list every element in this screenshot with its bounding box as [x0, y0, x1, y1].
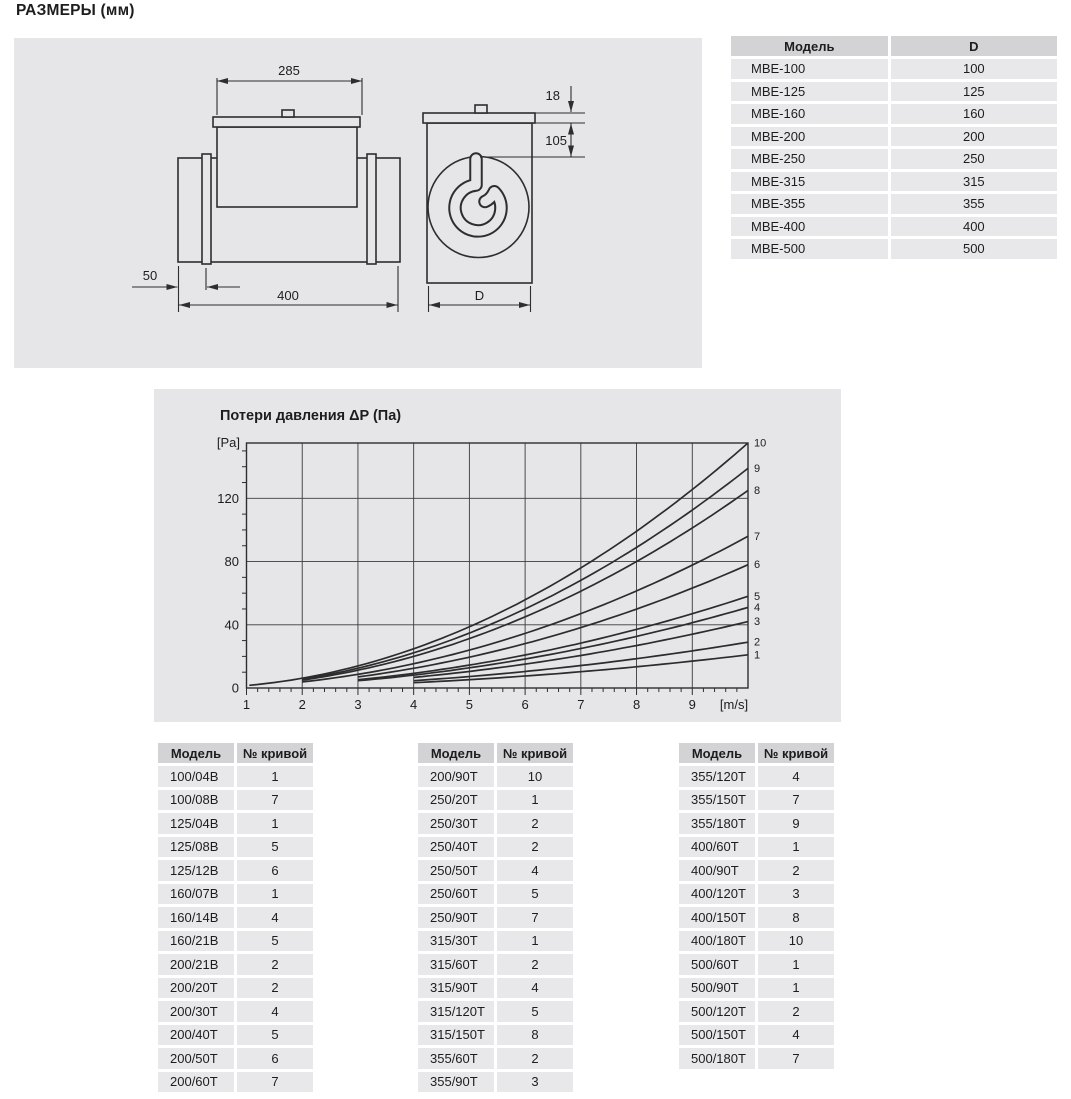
value-cell: 125 — [891, 82, 1057, 102]
model-cell: 355/90Т — [418, 1072, 494, 1093]
value-cell: 10 — [497, 766, 573, 787]
table-row — [731, 239, 1057, 259]
terminal-box — [217, 127, 357, 207]
table-row — [418, 1001, 573, 1022]
model-cell: МВЕ-500 — [731, 239, 888, 259]
table-row — [418, 954, 573, 975]
value-cell: 5 — [497, 1001, 573, 1022]
curve-label-8: 8 — [754, 484, 761, 497]
table-row — [731, 59, 1057, 79]
header-row — [731, 36, 1057, 56]
table-row — [418, 978, 573, 999]
dim-lid-height: 18 — [545, 88, 560, 103]
table-row — [418, 931, 573, 952]
model-cell: 500/180Т — [679, 1048, 755, 1069]
curve-label-5: 5 — [754, 590, 761, 603]
model-cell: 355/60Т — [418, 1048, 494, 1069]
value-cell: 160 — [891, 104, 1057, 124]
curve-table-3-wrap — [676, 740, 837, 1072]
table-row — [418, 907, 573, 928]
column-header-0: Модель — [731, 36, 888, 56]
value-cell: 2 — [237, 954, 313, 975]
value-cell: 200 — [891, 127, 1057, 147]
curve-number-table-2 — [415, 740, 576, 1095]
pressure-loss-chart — [154, 389, 841, 722]
model-cell: МВЕ-160 — [731, 104, 888, 124]
value-cell: 7 — [237, 790, 313, 811]
chart-title: Потери давления ΔP (Па) — [220, 408, 402, 424]
y-tick-label: 40 — [224, 617, 239, 633]
value-cell: 1 — [497, 790, 573, 811]
curve-label-10: 10 — [754, 437, 767, 450]
column-header-0: Модель — [679, 743, 755, 763]
table-row — [731, 172, 1057, 192]
model-cell: 250/30Т — [418, 813, 494, 834]
model-cell: 125/08В — [158, 837, 234, 858]
curve-label-6: 6 — [754, 559, 761, 572]
table-row — [679, 860, 834, 881]
model-cell: 200/30Т — [158, 1001, 234, 1022]
model-cell: 160/07В — [158, 884, 234, 905]
model-cell: 400/120Т — [679, 884, 755, 905]
model-cell: 355/180Т — [679, 813, 755, 834]
model-cell: 315/150Т — [418, 1025, 494, 1046]
curve-label-1: 1 — [754, 649, 761, 662]
model-cell: 250/50Т — [418, 860, 494, 881]
model-cell: 200/50Т — [158, 1048, 234, 1069]
value-cell: 3 — [497, 1072, 573, 1093]
value-cell: 5 — [237, 837, 313, 858]
table-row — [731, 82, 1057, 102]
dim-top-width: 285 — [278, 63, 300, 78]
model-cell: МВЕ-250 — [731, 149, 888, 169]
terminal-box-lid — [213, 117, 360, 127]
table-row — [731, 217, 1057, 237]
model-cell: 250/20Т — [418, 790, 494, 811]
dim-body-length: 400 — [277, 288, 299, 303]
model-cell: 355/120Т — [679, 766, 755, 787]
column-header-0: Модель — [158, 743, 234, 763]
pressure-loss-chart-panel — [154, 389, 841, 722]
dim-box-height: 105 — [545, 133, 567, 148]
x-tick-label: 8 — [632, 697, 641, 712]
table-row — [418, 813, 573, 834]
value-cell: 2 — [497, 1048, 573, 1069]
table-row — [158, 907, 313, 928]
model-cell: 200/40Т — [158, 1025, 234, 1046]
flange-left — [202, 154, 211, 264]
table-row — [158, 931, 313, 952]
value-cell: 2 — [497, 837, 573, 858]
value-cell: 4 — [758, 766, 834, 787]
value-cell: 7 — [237, 1072, 313, 1093]
table-row — [679, 790, 834, 811]
table-row — [731, 104, 1057, 124]
model-cell: 400/180Т — [679, 931, 755, 952]
value-cell: 1 — [237, 813, 313, 834]
model-cell: МВЕ-125 — [731, 82, 888, 102]
model-cell: 315/30Т — [418, 931, 494, 952]
table-row — [679, 978, 834, 999]
model-cell: 125/04В — [158, 813, 234, 834]
table-row — [418, 860, 573, 881]
chart-content — [217, 438, 766, 713]
value-cell: 2 — [497, 954, 573, 975]
value-cell: 5 — [237, 931, 313, 952]
table-row — [158, 954, 313, 975]
curve-table-1-wrap — [155, 740, 316, 1095]
model-cell: 400/150Т — [679, 907, 755, 928]
x-tick-label: 4 — [410, 697, 418, 712]
table-row — [731, 127, 1057, 147]
curve-label-3: 3 — [754, 616, 761, 629]
value-cell: 8 — [497, 1025, 573, 1046]
model-cell: 250/40Т — [418, 837, 494, 858]
end-view — [423, 105, 535, 283]
curve-10 — [249, 443, 748, 685]
value-cell: 1 — [758, 954, 834, 975]
model-cell: 400/60Т — [679, 837, 755, 858]
model-cell: 500/60Т — [679, 954, 755, 975]
model-cell: 160/21В — [158, 931, 234, 952]
y-axis-unit-label: [Pa] — [216, 435, 240, 450]
value-cell: 7 — [758, 790, 834, 811]
model-cell: 315/60Т — [418, 954, 494, 975]
model-cell: 500/120Т — [679, 1001, 755, 1022]
end-lid — [423, 113, 535, 123]
table-row — [158, 1048, 313, 1069]
column-header-1: № кривой — [758, 743, 834, 763]
dimensions-drawing — [14, 38, 702, 368]
table-row — [679, 813, 834, 834]
model-cell: МВЕ-200 — [731, 127, 888, 147]
y-tick-label: 0 — [231, 680, 239, 696]
x-tick-label: 3 — [354, 697, 362, 712]
table-row — [418, 790, 573, 811]
value-cell: 1 — [237, 766, 313, 787]
value-cell: 10 — [758, 931, 834, 952]
value-cell: 400 — [891, 217, 1057, 237]
curve-label-2: 2 — [754, 636, 761, 649]
model-cell: МВЕ-355 — [731, 194, 888, 214]
model-cell: МВЕ-100 — [731, 59, 888, 79]
value-cell: 500 — [891, 239, 1057, 259]
table-row — [158, 884, 313, 905]
table-row — [158, 978, 313, 999]
table-row — [418, 884, 573, 905]
model-cell: 200/90Т — [418, 766, 494, 787]
model-cell: 200/21В — [158, 954, 234, 975]
x-tick-label: 1 — [242, 697, 251, 712]
model-diameter-table — [728, 33, 1060, 262]
model-cell: 160/14В — [158, 907, 234, 928]
table-row — [679, 837, 834, 858]
table-row — [418, 1025, 573, 1046]
x-tick-label: 7 — [577, 697, 585, 712]
model-cell: 315/90Т — [418, 978, 494, 999]
table-row — [158, 1001, 313, 1022]
table-row — [158, 790, 313, 811]
model-cell: МВЕ-315 — [731, 172, 888, 192]
curve-number-table-1 — [155, 740, 316, 1095]
model-cell: 315/120Т — [418, 1001, 494, 1022]
header-row — [158, 743, 313, 763]
value-cell: 2 — [758, 1001, 834, 1022]
table-row — [158, 813, 313, 834]
y-tick-label: 80 — [224, 554, 239, 570]
dim-flange-offset: 50 — [142, 268, 158, 283]
x-tick-label: 6 — [521, 697, 529, 712]
table-row — [158, 1025, 313, 1046]
value-cell: 250 — [891, 149, 1057, 169]
dimensions-drawing-panel — [14, 38, 702, 368]
table-row — [418, 1048, 573, 1069]
table-row — [679, 1048, 834, 1069]
table-row — [679, 1001, 834, 1022]
model-cell: 100/04В — [158, 766, 234, 787]
value-cell: 9 — [758, 813, 834, 834]
model-cell: 100/08В — [158, 790, 234, 811]
table-row — [158, 1072, 313, 1093]
value-cell: 2 — [237, 978, 313, 999]
table-row — [158, 860, 313, 881]
table-row — [679, 907, 834, 928]
value-cell: 100 — [891, 59, 1057, 79]
table-row — [418, 837, 573, 858]
model-diameter-table-wrap — [728, 33, 1060, 262]
value-cell: 4 — [497, 860, 573, 881]
y-tick-label: 120 — [217, 490, 239, 506]
x-tick-label: 9 — [688, 697, 696, 712]
table-row — [679, 766, 834, 787]
value-cell: 315 — [891, 172, 1057, 192]
curve-table-2-wrap — [415, 740, 576, 1095]
value-cell: 2 — [758, 860, 834, 881]
table-row — [731, 149, 1057, 169]
table-row — [679, 1025, 834, 1046]
curve-4 — [358, 607, 748, 680]
flange-right — [367, 154, 376, 264]
table-row — [679, 931, 834, 952]
table-row — [158, 766, 313, 787]
x-tick-label: 2 — [298, 697, 306, 712]
value-cell: 3 — [758, 884, 834, 905]
header-row — [679, 743, 834, 763]
model-cell: 125/12В — [158, 860, 234, 881]
value-cell: 7 — [497, 907, 573, 928]
model-cell: МВЕ-400 — [731, 217, 888, 237]
dim-diameter: D — [474, 288, 485, 303]
model-cell: 250/90Т — [418, 907, 494, 928]
lid-knob — [282, 110, 294, 117]
curve-label-4: 4 — [754, 601, 761, 614]
x-axis-unit-label: [m/s] — [719, 697, 749, 712]
table-row — [418, 766, 573, 787]
value-cell: 1 — [758, 837, 834, 858]
side-view — [178, 110, 400, 264]
value-cell: 6 — [237, 860, 313, 881]
table-row — [679, 954, 834, 975]
curve-label-7: 7 — [754, 530, 761, 543]
value-cell: 2 — [497, 813, 573, 834]
value-cell: 1 — [497, 931, 573, 952]
value-cell: 7 — [758, 1048, 834, 1069]
model-cell: 250/60Т — [418, 884, 494, 905]
model-cell: 500/90Т — [679, 978, 755, 999]
x-tick-label: 5 — [465, 697, 474, 712]
value-cell: 4 — [237, 1001, 313, 1022]
table-row — [731, 194, 1057, 214]
value-cell: 6 — [237, 1048, 313, 1069]
value-cell: 4 — [758, 1025, 834, 1046]
curve-label-9: 9 — [754, 462, 761, 475]
value-cell: 8 — [758, 907, 834, 928]
table-row — [679, 884, 834, 905]
value-cell: 1 — [758, 978, 834, 999]
value-cell: 1 — [237, 884, 313, 905]
end-knob — [475, 105, 487, 113]
value-cell: 5 — [237, 1025, 313, 1046]
header-row — [418, 743, 573, 763]
model-cell: 200/20Т — [158, 978, 234, 999]
column-header-1: № кривой — [497, 743, 573, 763]
value-cell: 4 — [497, 978, 573, 999]
column-header-1: № кривой — [237, 743, 313, 763]
table-row — [158, 837, 313, 858]
model-cell: 200/60Т — [158, 1072, 234, 1093]
page-title: РАЗМЕРЫ (мм) — [16, 2, 135, 19]
column-header-1: D — [891, 36, 1057, 56]
curve-number-table-3 — [676, 740, 837, 1072]
model-cell: 500/150Т — [679, 1025, 755, 1046]
table-row — [418, 1072, 573, 1093]
value-cell: 5 — [497, 884, 573, 905]
value-cell: 355 — [891, 194, 1057, 214]
column-header-0: Модель — [418, 743, 494, 763]
value-cell: 4 — [237, 907, 313, 928]
model-cell: 355/150Т — [679, 790, 755, 811]
model-cell: 400/90Т — [679, 860, 755, 881]
